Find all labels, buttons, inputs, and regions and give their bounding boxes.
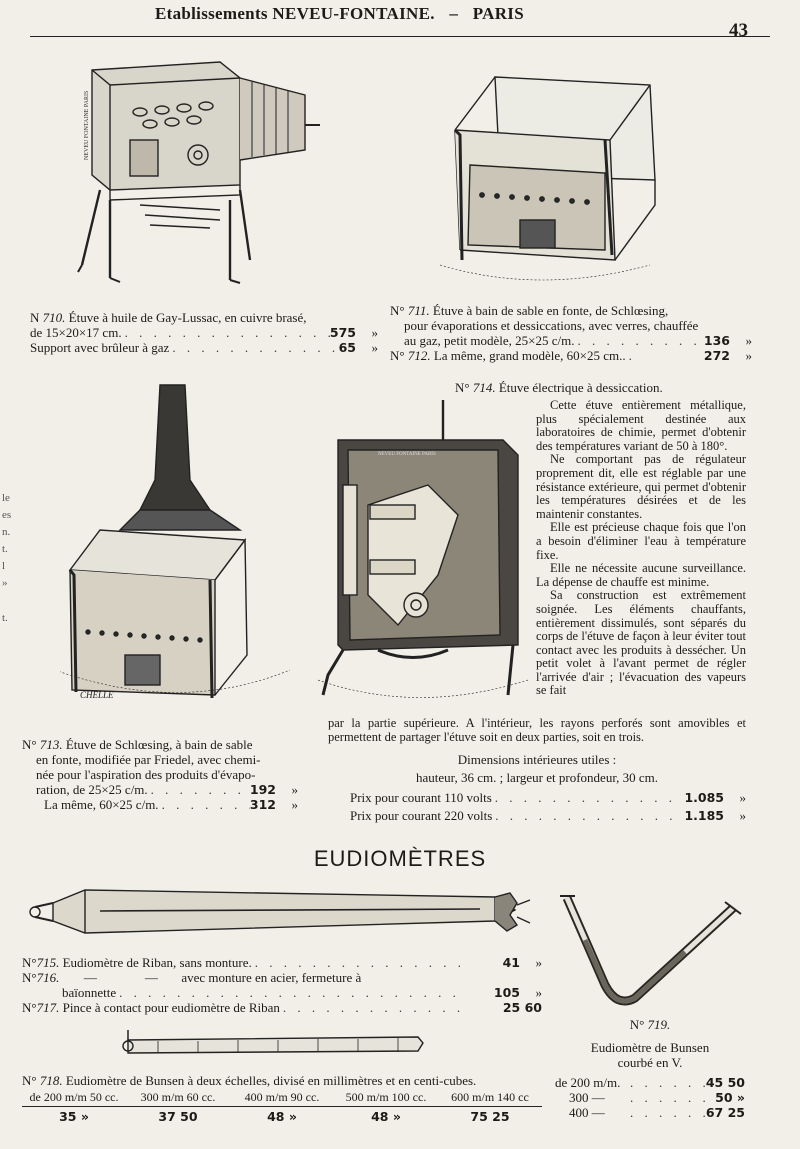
- header-title-left: Etablissements NEVEU-FONTAINE.: [155, 4, 435, 23]
- item-description: La même, grand modèle, 60×25 cm..: [433, 348, 626, 363]
- price-value: 1.085: [684, 790, 724, 805]
- item-price: 41: [502, 955, 520, 970]
- item-price: 136: [703, 333, 730, 348]
- size-price: 50 »: [715, 1090, 745, 1105]
- support-price: 65: [338, 340, 356, 355]
- size-option: [230, 1090, 334, 1124]
- size-option: [438, 1090, 542, 1124]
- oil-oven-illustration: [70, 50, 330, 305]
- margin-mark: l: [2, 560, 6, 572]
- item-710-line1: [30, 310, 378, 325]
- price-row: [555, 1090, 745, 1105]
- size-option: [126, 1090, 230, 1124]
- item-description: Étuve électrique à dessiccation.: [498, 380, 663, 395]
- item-description: Pince à contact pour eudiomètre de Riban: [62, 1000, 280, 1015]
- size-label: 400 —: [569, 1105, 605, 1120]
- margin-mark: es: [2, 509, 12, 521]
- item-number-prefix: N: [30, 310, 40, 325]
- margin-mark: t.: [2, 543, 8, 555]
- running-header: [155, 4, 524, 24]
- item-price: 25 60: [502, 1000, 542, 1015]
- dimensions-value: hauteur, 36 cm. ; largeur et profondeur, 30 cm.: [415, 770, 659, 785]
- page-number: 43: [729, 20, 748, 41]
- size-price: 48 »: [371, 1109, 401, 1124]
- item-number-prefix: N°: [22, 1000, 37, 1015]
- size-price: 35 »: [59, 1109, 89, 1124]
- price-row: [555, 1075, 745, 1090]
- item-number: 712.: [407, 348, 431, 363]
- item-dimensions: au gaz, petit modèle, 25×25 c/m.: [404, 333, 575, 348]
- size-price: 48 »: [267, 1109, 297, 1124]
- item-number: 718.: [39, 1073, 63, 1088]
- item-description: Eudiomètre de Bunsen à deux échelles, divisé en millimètres et en centi-cubes.: [65, 1073, 477, 1088]
- bunsen-tube-illustration: [118, 1025, 438, 1065]
- bunsen-v-eudiometer-illustration: [555, 890, 745, 1015]
- item-description-cont: en fonte, modifiée par Friedel, avec chemi-: [36, 752, 261, 767]
- price-row-220v: Prix pour courant 220 volts . . . 1.185 »: [328, 808, 746, 823]
- item-number-prefix: N°: [390, 348, 405, 363]
- description-paragraph: Elle est précieuse chaque fois que l'on a besoin d'éliminer l'eau à température fixe.: [536, 520, 746, 562]
- item-number: 715.: [36, 955, 60, 970]
- margin-mark: t.: [2, 612, 8, 624]
- item-description: Étuve à bain de sable en fonte, de Schlœsing,: [432, 303, 669, 318]
- description-paragraph: Cette étuve entièrement métallique, plus spécialement destinée aux laboratoires de chimie, permet d'obtenir des températures variant de 50 à 180°.: [536, 398, 746, 453]
- support-price-row: Support avec brûleur à gaz . . . 65 »: [30, 340, 378, 355]
- item-711: [390, 303, 752, 363]
- dimensions-title: Dimensions intérieures utiles :: [457, 752, 617, 767]
- item-description-cont: pour évaporations et dessiccations, avec verres, chauffée: [404, 318, 699, 333]
- item-number: 717.: [36, 1000, 60, 1015]
- header-dash: –: [449, 4, 459, 23]
- size-label: 600 m/m 140 cc: [438, 1090, 542, 1107]
- item-number-prefix: N°: [390, 303, 405, 318]
- item-714-prices: [328, 752, 746, 823]
- item-price: 272: [703, 348, 730, 363]
- item-716-price-row: baïonnette . . . 105 »: [22, 985, 542, 1000]
- item-number-prefix: N°: [22, 737, 37, 752]
- item-714-title: [455, 380, 663, 395]
- size-label: 300 —: [569, 1090, 605, 1105]
- price-label: Prix pour courant 110 volts: [350, 790, 492, 805]
- item-number: 719.: [647, 1017, 671, 1032]
- description-paragraph: Elle ne nécessite aucune surveillance. La dépense de chauffe est minime.: [536, 561, 746, 589]
- item-712: N° 712. La même, grand modèle, 60×25 cm.. . . . 272 »: [390, 348, 752, 363]
- item-716: N° 716. — — avec monture en acier, fermeture à: [22, 970, 362, 985]
- item-number: 714.: [472, 380, 496, 395]
- item-number-prefix: N°: [22, 955, 37, 970]
- item-description: La même, 60×25 c/m.: [44, 797, 159, 812]
- item-717: [22, 1000, 542, 1015]
- header-title-right: PARIS: [472, 4, 524, 23]
- item-number: 713.: [39, 737, 63, 752]
- size-option: [334, 1090, 438, 1124]
- description-paragraph: par la partie supérieure. A l'intérieur, les rayons perforés sont amovibles et permettent de partager l'étuve soit en deux parties, soit en trois.: [328, 716, 746, 744]
- item-dimensions: de 15×20×17 cm.: [30, 325, 122, 340]
- item-713-price-row: ration, de 25×25 c/m. . . . 192 »: [22, 782, 298, 797]
- size-price: 45 50: [705, 1075, 745, 1090]
- item-714-description-cont: [328, 717, 746, 744]
- schloesing-oven-illustration: [60, 380, 330, 705]
- size-label: 300 m/m 60 cc.: [126, 1090, 230, 1107]
- size-price: 67 25: [705, 1105, 745, 1120]
- item-718: [22, 1073, 542, 1124]
- margin-mark: n.: [2, 526, 11, 538]
- item-number: 711.: [407, 303, 430, 318]
- item-number-prefix: N°: [629, 1017, 645, 1032]
- size-option: [22, 1090, 126, 1124]
- item-description: Eudiomètre de Riban, sans monture.: [62, 955, 252, 970]
- description-paragraph: Ne comportant pas de régulateur proprement dit, elle est réglable par une résistance extérieure, qui permet d'obtenir les températures désirées et de les maintenir constantes.: [536, 452, 746, 521]
- item-price: 192: [249, 782, 276, 797]
- svg-text:NEVEU FONTAINE PARIS: NEVEU FONTAINE PARIS: [378, 452, 436, 457]
- item-price: 575: [329, 325, 356, 340]
- item-dimensions: ration, de 25×25 c/m.: [36, 782, 148, 797]
- item-710: [30, 310, 378, 355]
- size-label: 400 m/m 90 cc.: [230, 1090, 334, 1107]
- margin-marks: [2, 490, 11, 627]
- item-description-cont: baïonnette: [62, 985, 117, 1000]
- size-label: de 200 m/m 50 cc.: [22, 1090, 126, 1107]
- description-paragraph: Sa construction est extrêmement soignée. Les éléments chauffants, entièrement dissimulés, sont séparés du corps de l'étuve de façon à leur éviter tout contact avec les produits à dessécher. Un petit volet à l'avant permet de régler l'arrivée d'air ; l'évacuation des vapeurs se fait: [536, 588, 746, 698]
- eudiometer-list: [22, 955, 542, 1015]
- item-number-prefix: N°: [22, 1073, 37, 1088]
- price-row: [555, 1105, 745, 1120]
- item-number-prefix: N°: [22, 970, 37, 985]
- price-value: 1.185: [684, 808, 724, 823]
- item-719: [555, 1017, 745, 1070]
- item-description: Étuve à huile de Gay-Lussac, en cuivre brasé,: [68, 310, 307, 325]
- item-710-price-row: de 15×20×17 cm. . . . 575 »: [30, 325, 378, 340]
- item-price: 105: [493, 985, 520, 1000]
- item-number-prefix: N°: [455, 380, 470, 395]
- item-description: Eudiomètre de Bunsen: [590, 1040, 710, 1055]
- price-label: Prix pour courant 220 volts: [350, 808, 493, 823]
- size-price: 75 25: [470, 1109, 510, 1124]
- item-715: N° 715. Eudiomètre de Riban, sans monture. . . . 41 »: [22, 955, 542, 970]
- engraver-signature: CHELLE: [80, 690, 114, 700]
- item-price: 312: [249, 797, 276, 812]
- electric-oven-illustration: [318, 395, 528, 715]
- section-title: EUDIOMÈTRES: [313, 846, 487, 871]
- item-description: Étuve de Schlœsing, à bain de sable: [65, 737, 253, 752]
- item-713b-price-row: La même, 60×25 c/m. . . . 312 »: [22, 797, 298, 812]
- item-718-sizes: [22, 1090, 542, 1124]
- item-713: [22, 737, 298, 812]
- riban-eudiometer-illustration: [25, 885, 540, 950]
- margin-mark: »: [2, 577, 8, 589]
- item-711-price-row: au gaz, petit modèle, 25×25 c/m. . . . 136 »: [390, 333, 752, 348]
- header-rule: [30, 36, 770, 37]
- svg-text:NEVEU FONTAINE PARIS: NEVEU FONTAINE PARIS: [84, 90, 90, 160]
- size-label: 500 m/m 100 cc.: [334, 1090, 438, 1107]
- item-719-prices: [555, 1075, 745, 1120]
- size-price: 37 50: [158, 1109, 198, 1124]
- size-label: de 200 m/m.: [555, 1075, 621, 1090]
- price-row-110v: Prix pour courant 110 volts . . . 1.085 »: [328, 790, 746, 805]
- item-714-description: [536, 399, 746, 698]
- item-description-cont: courbé en V.: [617, 1055, 683, 1070]
- item-number: 710.: [42, 310, 66, 325]
- item-description: avec monture en acier, fermeture à: [181, 970, 362, 985]
- sand-bath-oven-illustration: [400, 55, 670, 295]
- support-description: Support avec brûleur à gaz: [30, 340, 170, 355]
- margin-mark: le: [2, 492, 10, 504]
- item-number: 716.: [36, 970, 60, 985]
- item-description-cont: née pour l'aspiration des produits d'évapo-: [36, 767, 256, 782]
